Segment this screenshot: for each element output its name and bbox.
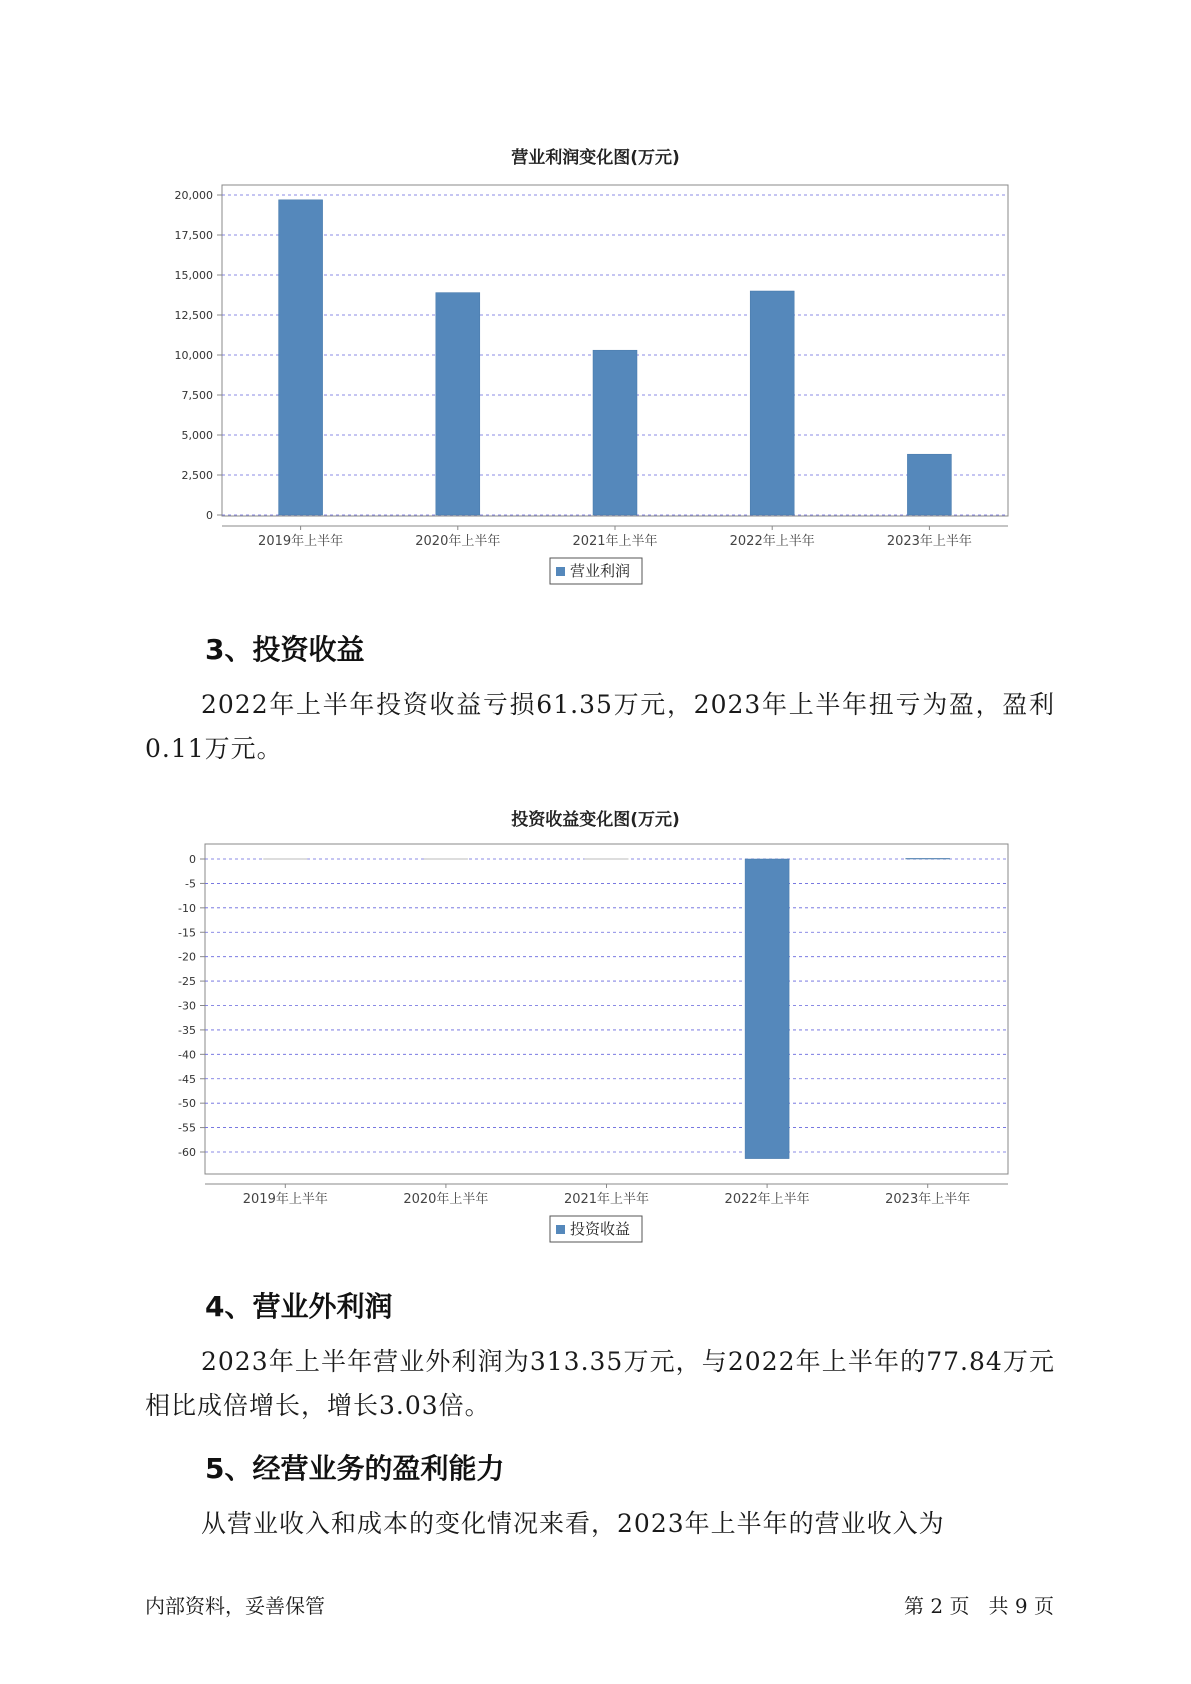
y-tick-label: -55 — [178, 1121, 196, 1135]
bar-2021年上半年 — [593, 350, 637, 515]
x-tick-label: 2021年上半年 — [563, 1192, 650, 1207]
section-4-heading: 4、营业外利润 — [205, 1290, 393, 1323]
x-tick-label: 2023年上半年 — [885, 1192, 971, 1207]
section-3-text: 2022年上半年投资收益亏损61.35万元，2023年上半年扭亏为盈，盈利0.11万元。 — [145, 690, 1055, 763]
x-tick-label: 2022年上半年 — [729, 534, 815, 549]
y-tick-label: 7,500 — [181, 389, 213, 402]
y-tick-label: 20,000 — [174, 189, 213, 202]
legend — [550, 558, 642, 584]
investment-income-chart — [0, 832, 1191, 1252]
x-tick-label: 2020年上半年 — [403, 1192, 489, 1207]
y-tick-label: -30 — [178, 999, 196, 1013]
y-tick-label: 0 — [189, 853, 196, 866]
legend-swatch — [556, 1225, 565, 1234]
x-tick-label: 2019年上半年 — [258, 534, 344, 549]
plot-area — [205, 844, 1008, 1174]
legend-label: 投资收益 — [570, 1220, 631, 1238]
section-5-heading: 5、经营业务的盈利能力 — [205, 1452, 505, 1485]
bar-2022年上半年 — [750, 291, 794, 515]
section-5-text: 从营业收入和成本的变化情况来看，2023年上半年的营业收入为 — [201, 1509, 945, 1538]
bar-2023年上半年 — [906, 858, 950, 859]
section-4-text: 2023年上半年营业外利润为313.35万元，与2022年上半年的77.84万元相比成倍增长，增长3.03倍。 — [145, 1347, 1055, 1420]
chart1-title: 营业利润变化图(万元) — [511, 148, 680, 168]
y-tick-label: 10,000 — [174, 349, 213, 362]
x-tick-label: 2019年上半年 — [242, 1192, 328, 1207]
footer-confidential: 内部资料，妥善保管 — [145, 1594, 325, 1618]
y-tick-label: 12,500 — [174, 309, 213, 322]
y-tick-label: 5,000 — [181, 429, 213, 442]
footer-page-number: 第 2 页 共 9 页 — [904, 1594, 1054, 1618]
y-tick-label: -25 — [178, 975, 196, 989]
y-tick-label: -10 — [178, 901, 196, 915]
y-tick-label: 2,500 — [181, 469, 213, 482]
y-tick-label: 15,000 — [174, 269, 213, 282]
y-tick-label: -40 — [178, 1048, 196, 1062]
legend-swatch — [556, 567, 565, 576]
y-tick-label: -15 — [178, 926, 196, 940]
y-tick-label: -20 — [178, 950, 196, 964]
legend-label: 营业利润 — [570, 562, 631, 580]
bar-2023年上半年 — [907, 454, 951, 515]
y-tick-label: -35 — [178, 1023, 196, 1037]
bar-2022年上半年 — [745, 859, 789, 1159]
y-tick-label: 17,500 — [174, 229, 213, 242]
x-tick-label: 2023年上半年 — [886, 534, 972, 549]
section-3-heading: 3、投资收益 — [205, 633, 365, 666]
x-tick-label: 2021年上半年 — [572, 534, 658, 549]
y-tick-label: -50 — [178, 1097, 196, 1111]
chart2-title: 投资收益变化图(万元) — [511, 810, 680, 830]
operating-profit-chart — [0, 170, 1191, 590]
y-tick-label: -5 — [185, 877, 196, 891]
legend — [550, 1216, 642, 1242]
bar-2020年上半年 — [436, 293, 480, 515]
y-tick-label: 0 — [206, 509, 213, 522]
bar-2019年上半年 — [279, 200, 323, 515]
y-tick-label: -60 — [178, 1146, 196, 1159]
y-tick-label: -45 — [178, 1072, 196, 1086]
x-tick-label: 2020年上半年 — [415, 534, 501, 549]
x-tick-label: 2022年上半年 — [724, 1192, 810, 1207]
